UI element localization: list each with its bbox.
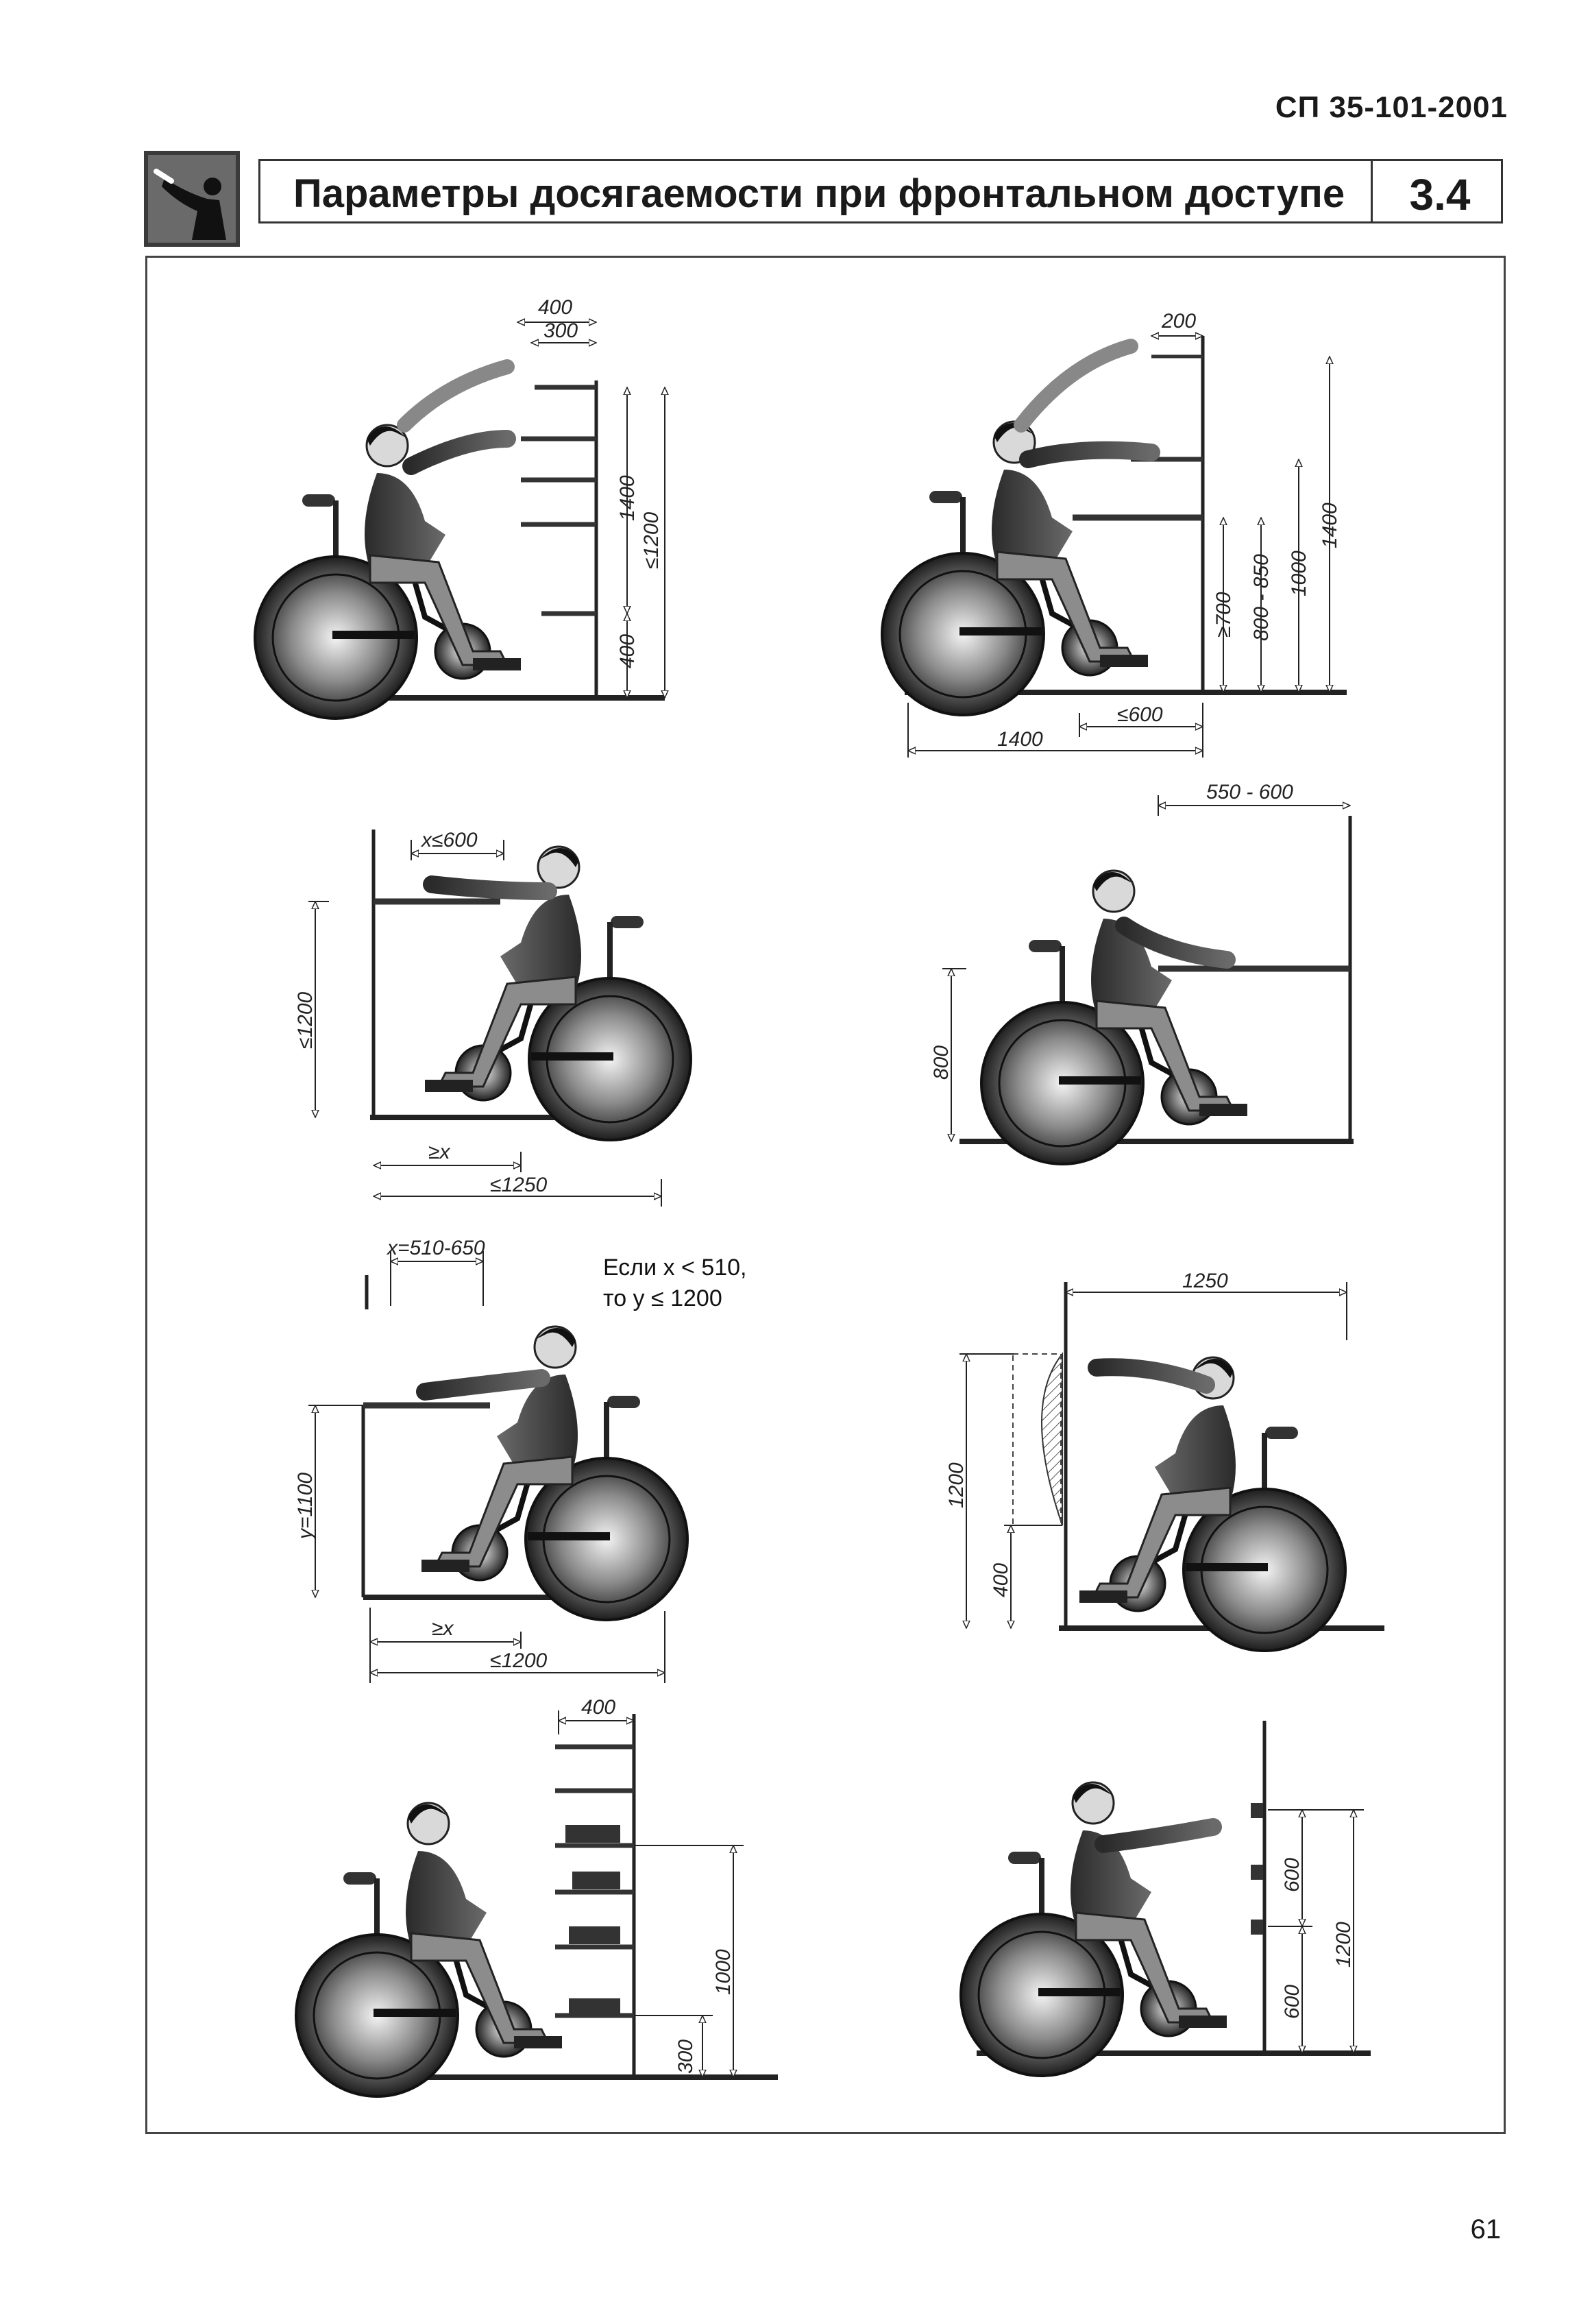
figure-2-table [882,310,1347,758]
fig1-dim-1400: 1400 [616,475,639,521]
fig8-dim-1200: 1200 [1332,1922,1355,1968]
figure-1-shelves [255,296,665,718]
fig1-dim-le1200: ≤1200 [640,511,663,569]
fig2-dim-1400-horiz: 1400 [997,728,1043,751]
figure-5-corner-table-note [294,1237,747,1683]
page-number: 61 [1470,2214,1501,2244]
switch-low-icon [1251,1920,1263,1935]
fig8-dim-600-upper: 600 [1281,1857,1304,1892]
fig1-dim-400-bottom: 400 [616,633,639,668]
fig7-dim-300: 300 [674,2039,697,2074]
fig3-dim-le1250: ≤1250 [490,1174,548,1196]
fig3-dim-le1200: ≤1200 [294,991,317,1049]
fig3-dim-ge-x: ≥x [428,1141,450,1163]
section-number: 3.4 [1409,170,1471,219]
fig5-dim-le1200: ≤1200 [490,1649,548,1672]
fig3-dim-x-le600: x≤600 [421,829,478,851]
fig5-note-line1: Если x < 510, [603,1255,747,1281]
switch-high-icon [1251,1803,1263,1818]
document-number: СП 35-101-2001 [1275,90,1508,124]
fig2-dim-800-850: 800 - 850 [1250,554,1273,641]
figure-6-wall-reach [945,1270,1384,1651]
fig5-dim-ge-x: ≥x [432,1617,454,1640]
fig2-dim-200: 200 [1162,310,1197,332]
fig5-dim-x-510-650: x=510-650 [387,1237,485,1259]
fig2-dim-le600: ≤600 [1117,703,1163,726]
fig2-dim-1000: 1000 [1288,550,1310,596]
switch-mid-icon [1251,1865,1263,1880]
fig5-dim-y-1100: y=1100 [294,1472,317,1539]
fig4-dim-800: 800 [930,1045,953,1080]
fig6-dim-1250: 1250 [1182,1270,1228,1292]
fig1-dim-400: 400 [538,296,573,319]
page-title: Параметры досягаемости при фронтальном доступе [293,171,1345,216]
figure-7-shelving [296,1696,778,2096]
fig5-note-line2: то y ≤ 1200 [603,1285,722,1311]
fig4-dim-550-600: 550 - 600 [1206,781,1293,803]
fig1-dim-300: 300 [543,319,578,342]
fig6-dim-1200: 1200 [945,1462,968,1508]
figure-8-switches [961,1721,1371,2076]
figure-3-corner-table [294,829,691,1207]
fig6-dim-400: 400 [990,1562,1012,1597]
fig7-dim-1000: 1000 [712,1949,735,1995]
figure-4-table-800 [930,781,1354,1164]
fig8-dim-600-lower: 600 [1281,1984,1304,2019]
fig7-dim-400: 400 [581,1696,616,1719]
fig2-dim-ge700: ≥700 [1212,592,1235,638]
fig2-dim-1400-vert: 1400 [1319,503,1341,548]
